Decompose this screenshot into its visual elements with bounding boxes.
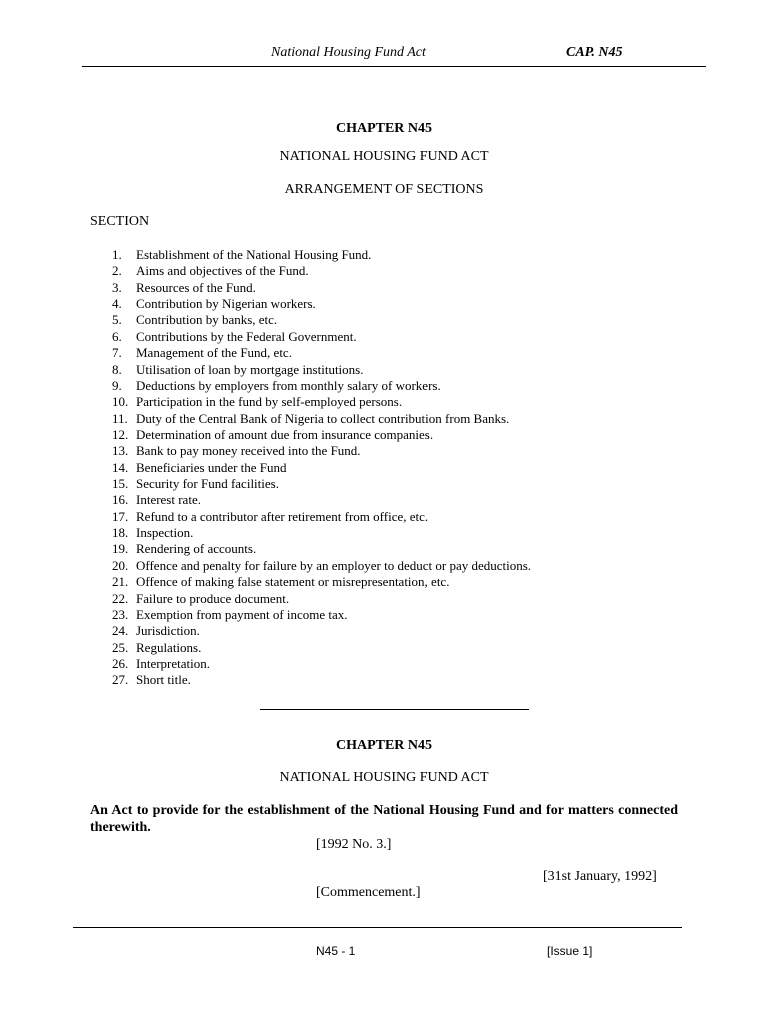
section-title: Beneficiaries under the Fund [136, 459, 287, 475]
section-title: Deductions by employers from monthly salary of workers. [136, 377, 441, 393]
section-title: Rendering of accounts. [136, 541, 257, 557]
section-item [112, 509, 531, 525]
section-item [112, 329, 531, 345]
section-number: 17. [112, 508, 129, 524]
section-item [112, 607, 531, 623]
section-number: 13. [112, 443, 129, 459]
section-item [112, 263, 531, 279]
section-item [112, 345, 531, 361]
act-chapter-heading: CHAPTER N45 [335, 738, 433, 753]
section-title: Regulations. [136, 639, 202, 655]
page-number: N45 - 1 [316, 944, 356, 958]
section-item [112, 672, 531, 688]
section-number: 19. [112, 541, 129, 557]
section-number: 4. [112, 296, 122, 312]
section-item [112, 247, 531, 263]
section-item [112, 280, 531, 296]
section-title: Contribution by Nigerian workers. [136, 296, 316, 312]
section-number: 3. [112, 279, 122, 295]
arrangement-subtitle: ARRANGEMENT OF SECTIONS [284, 182, 484, 197]
section-item [112, 656, 531, 672]
section-title: Resources of the Fund. [136, 279, 256, 295]
section-title: Participation in the fund by self-employed persons. [136, 394, 403, 410]
section-number: 6. [112, 328, 122, 344]
footer-rule [73, 927, 682, 928]
section-number: 11. [112, 410, 128, 426]
header-rule [82, 66, 706, 67]
section-item [112, 443, 531, 459]
section-number: 27. [112, 672, 129, 688]
section-number: 22. [112, 590, 129, 606]
act-citation: [1992 No. 3.] [316, 837, 392, 852]
section-title: Offence of making false statement or misrepresentation, etc. [136, 574, 450, 590]
section-number: 5. [112, 312, 122, 328]
section-item [112, 427, 531, 443]
section-item [112, 640, 531, 656]
section-number: 24. [112, 623, 129, 639]
section-title: Security for Fund facilities. [136, 476, 279, 492]
section-item [112, 574, 531, 590]
section-title: Determination of amount due from insurance companies. [136, 426, 434, 442]
section-title: Contributions by the Federal Government. [136, 328, 357, 344]
section-title: Refund to a contributor after retirement from office, etc. [136, 508, 429, 524]
section-number: 10. [112, 394, 129, 410]
section-number: 23. [112, 606, 129, 622]
section-item [112, 591, 531, 607]
section-number: 20. [112, 557, 129, 573]
section-number: 15. [112, 476, 129, 492]
issue-label: [Issue 1] [547, 944, 593, 958]
section-title: Aims and objectives of the Fund. [136, 263, 309, 279]
section-title: Exemption from payment of income tax. [136, 606, 348, 622]
section-item [112, 296, 531, 312]
section-number: 14. [112, 459, 129, 475]
section-number: 2. [112, 263, 122, 279]
section-title: Utilisation of loan by mortgage institutions. [136, 361, 364, 377]
section-title: Interest rate. [136, 492, 201, 508]
section-title: Bank to pay money received into the Fund. [136, 443, 361, 459]
section-item [112, 394, 531, 410]
section-title: Inspection. [136, 525, 194, 541]
section-title: Jurisdiction. [136, 623, 200, 639]
section-item [112, 623, 531, 639]
section-number: 8. [112, 361, 122, 377]
section-title: Failure to produce document. [136, 590, 290, 606]
section-title: Management of the Fund, etc. [136, 345, 292, 361]
chapter-heading: CHAPTER N45 [335, 121, 433, 136]
sections-list [112, 247, 531, 689]
section-item [112, 541, 531, 557]
act-long-title: An Act to provide for the establishment of the National Housing Fund and for matters connected therewith. [90, 803, 678, 835]
section-divider [260, 709, 529, 710]
act-date: [31st January, 1992] [543, 869, 657, 884]
section-number: 26. [112, 655, 129, 671]
section-number: 7. [112, 345, 122, 361]
section-title: Contribution by banks, etc. [136, 312, 278, 328]
section-item [112, 362, 531, 378]
section-number: 1. [112, 247, 122, 262]
header-cap-number: CAP. N45 [566, 45, 623, 60]
section-title: Establishment of the National Housing Fund. [136, 247, 372, 262]
section-title: Interpretation. [136, 655, 210, 671]
section-title: Short title. [136, 672, 191, 688]
section-item [112, 476, 531, 492]
commencement-note: [Commencement.] [316, 885, 421, 900]
section-item [112, 525, 531, 541]
section-number: 16. [112, 492, 129, 508]
act-title: NATIONAL HOUSING FUND ACT [279, 770, 489, 785]
section-number: 9. [112, 377, 122, 393]
section-item [112, 558, 531, 574]
section-item [112, 312, 531, 328]
section-number: 21. [112, 574, 129, 590]
section-number: 12. [112, 426, 129, 442]
section-number: 25. [112, 639, 129, 655]
section-item [112, 460, 531, 476]
section-title: Duty of the Central Bank of Nigeria to collect contribution from Banks. [136, 410, 510, 426]
section-item [112, 492, 531, 508]
section-item [112, 411, 531, 427]
section-item [112, 378, 531, 394]
section-number: 18. [112, 525, 129, 541]
act-title-heading: NATIONAL HOUSING FUND ACT [279, 149, 489, 164]
section-title: Offence and penalty for failure by an employer to deduct or pay deductions. [136, 557, 532, 573]
header-act-title: National Housing Fund Act [271, 45, 426, 60]
section-label: SECTION [90, 214, 150, 229]
